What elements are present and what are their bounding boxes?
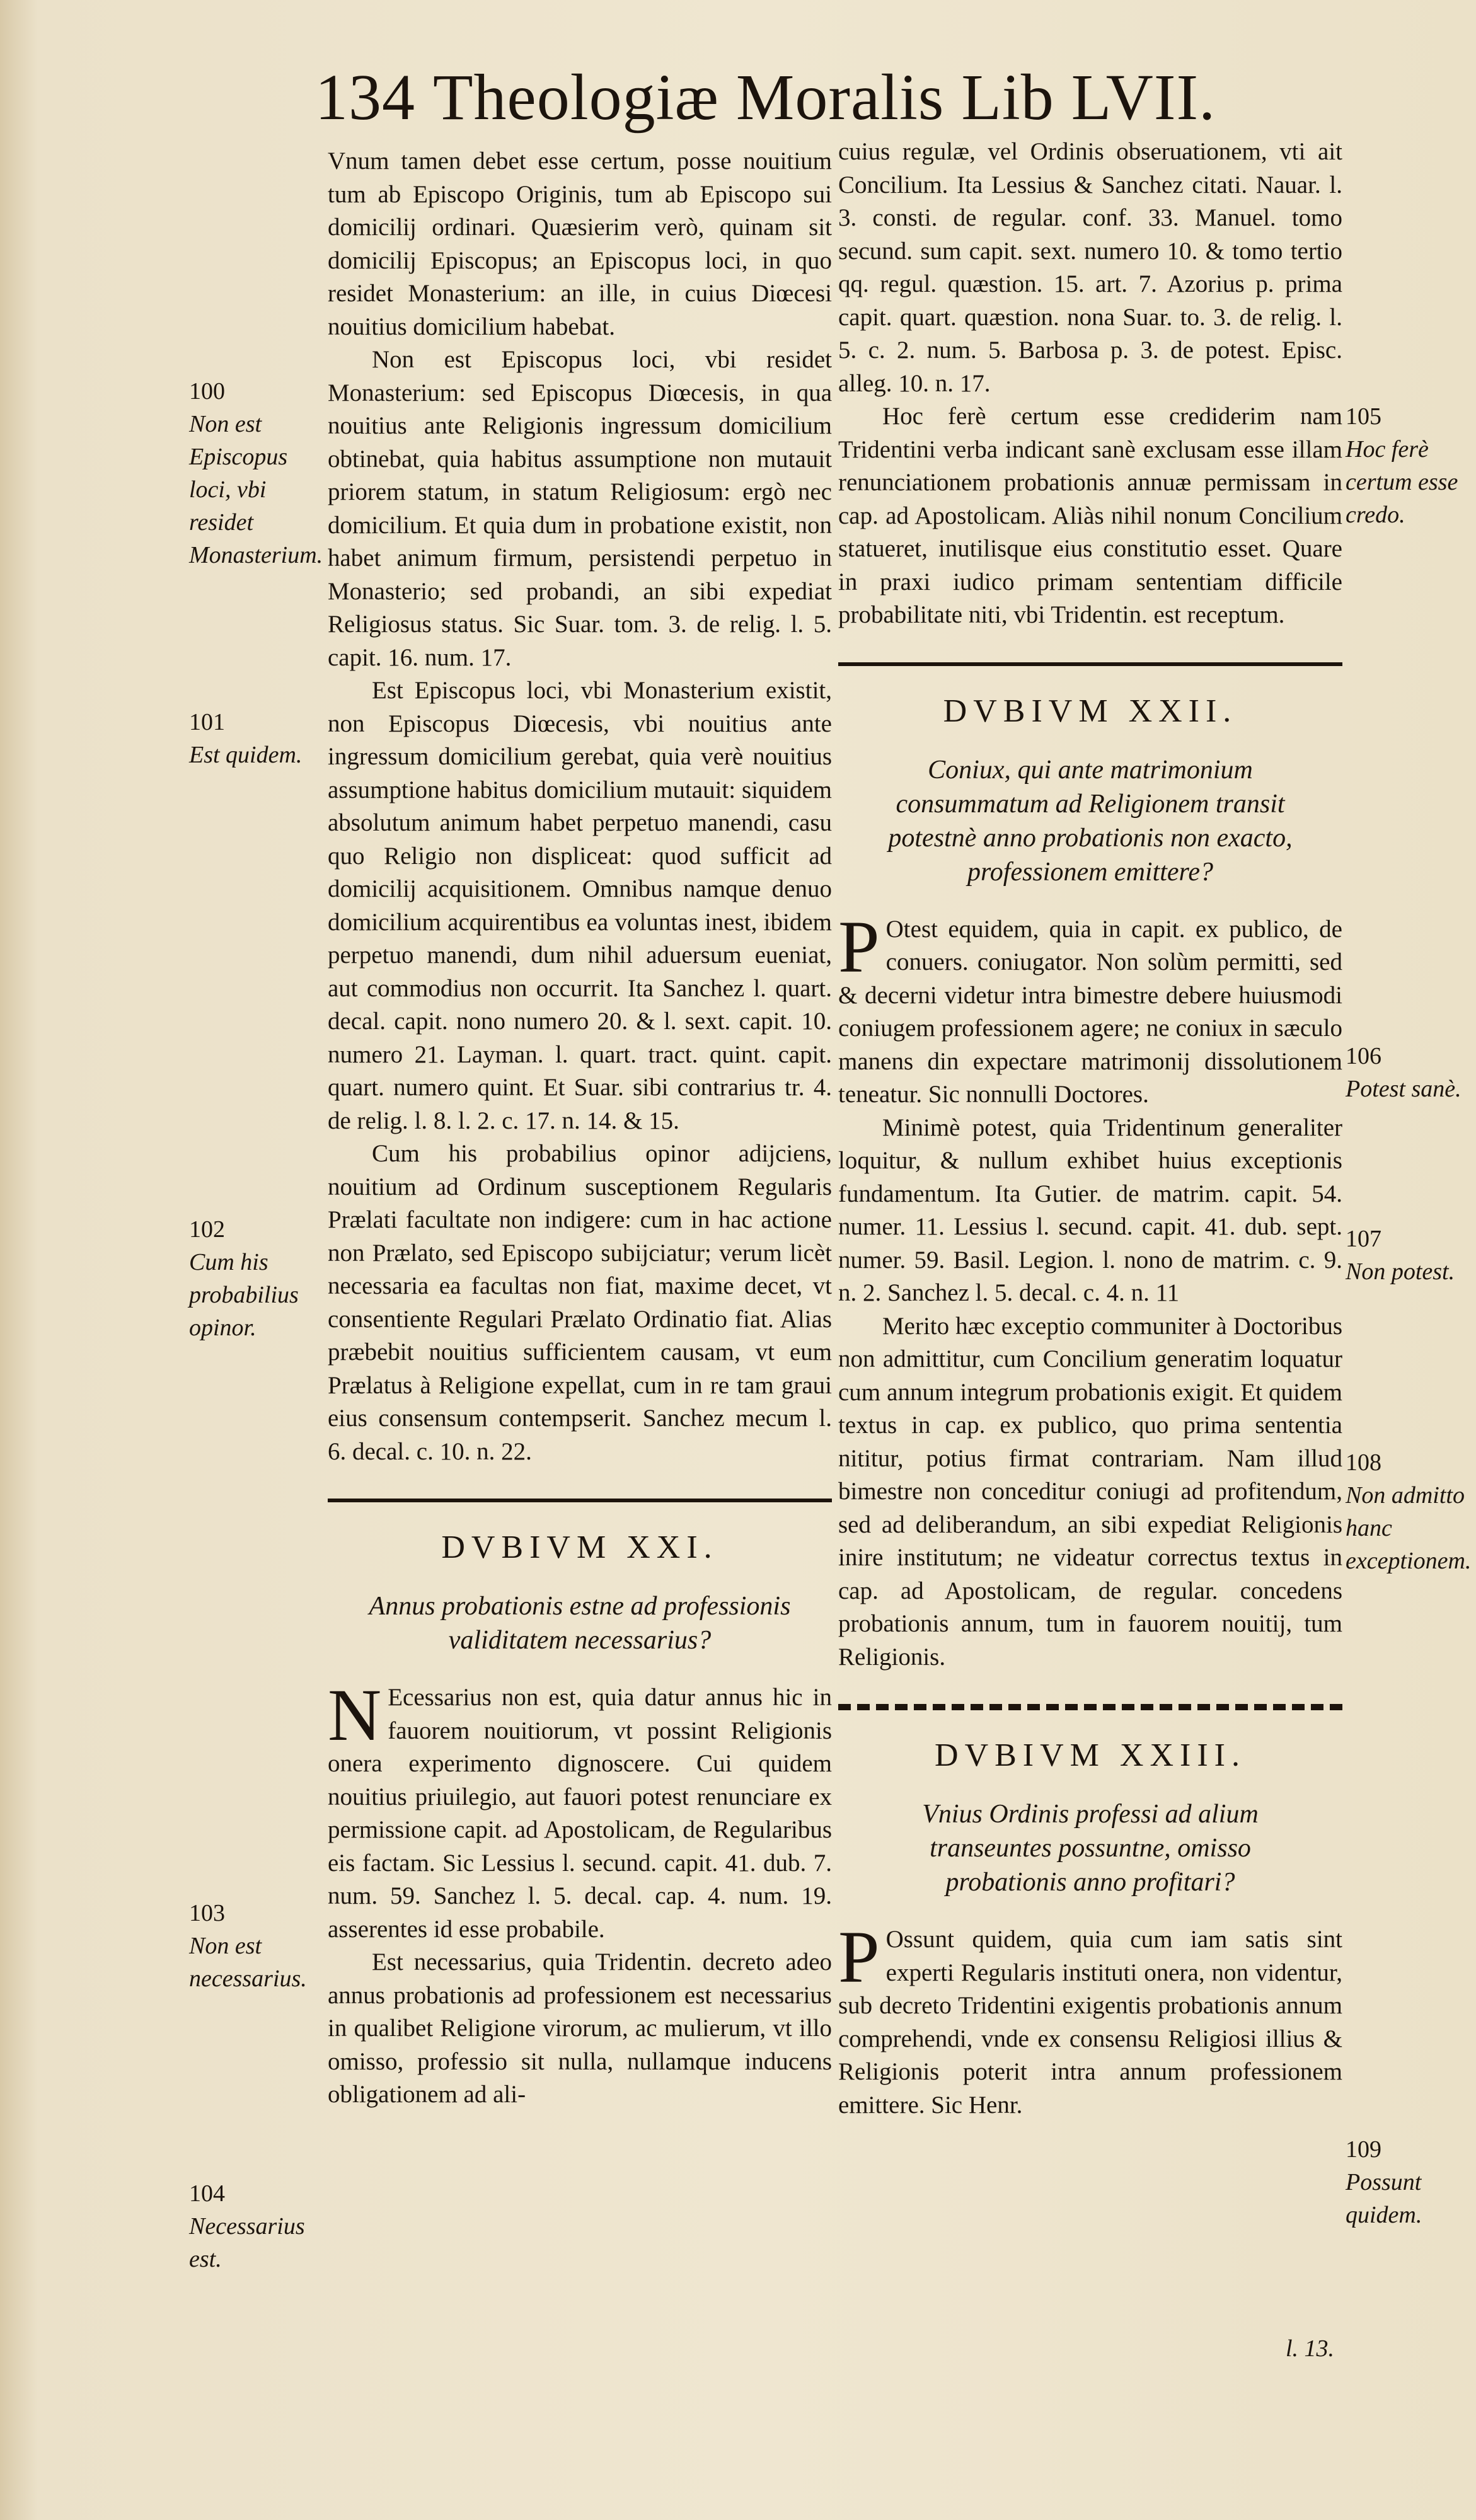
marginal-note-109: 109 Possunt quidem. — [1346, 2136, 1422, 2228]
paragraph: Est Episcopus loci, vbi Monasterium existit, non Episcopus Diœcesis, vbi nouitius ante ingressum domicilium gerebat, quia verè nouitius assumptione habitus domicilium mutauit: siquidem absolutum animum habet perpetuo manendi, casu quo Religio non displiceat: quod sufficit ad domicilij acquisitionem. Omnibus namque denuo domicilium acquirentibus ea voluntas inest, ibidem perpetuo manendi, dum nihil aduersum eueniat, aut commodius non occurrit. Ita Sanchez l. quart. decal. capit. nono numero 20. & l. sext. capit. 10. numero 21. Layman. l. quart. tract. quint. capit. quart. numero quint. Et Suar. sibi contrarius tr. 4. de relig. l. 8. l. 2. c. 17. n. 14. & 15. — [328, 677, 832, 1134]
paragraph: Minimè potest, quia Tridentinum generaliter loquitur, & nullum exhibet huius exceptionis fundamentum. Ita Gutier. de matrim. capit. 54. numer. 11. Lessius l. secund. capit. 41. dub. sept. numer. 59. Basil. Legion. l. nono de matrim. c. 9. n. 2. Sanchez l. 5. decal. c. 4. n. 11 — [838, 1113, 1342, 1306]
right-column — [838, 135, 1342, 2122]
running-title: Theologiæ Moralis Lib LVII. — [433, 61, 1216, 134]
section-heading: DVBIVM XXII. — [943, 693, 1238, 729]
section-divider — [328, 1499, 832, 1502]
paragraph: Merito hæc exceptio communiter à Doctoribus non admittitur, cum Concilium generatim loquatur cum annum integrum probationis exigit. Et quidem textus in cap. ex publico, quo prima sententia nititur, potius firmat contrariam. Nam illud bimestre non conceditur coniugi ad profitendum, sed ad deliberandum, an sibi expediat Religionis inire institutum; ne videatur correctus textus in cap. ad Apostolicam, de regular. concedens probationis annum, tum in fauorem nouitij, tum Religionis. — [838, 1312, 1342, 1671]
paragraph: N Ecessarius non est, quia datur annus hic in fauorem nouitiorum, vt possint Religionis onera experimento dignoscere. Cui quidem nouitius priuilegio, aut fauori potest renunciare ex permissione capit. ad Apostolicam, de Regularibus eis factam. Sic Lessius l. secund. capit. 41. dub. 7. num. 59. Sanchez l. 5. decal. cap. 4. num. 19. asserentes id esse probabile. — [328, 1674, 832, 1943]
marginal-note-103: 103 Non est necessarius. — [189, 1900, 307, 1992]
paragraph: P Otest equidem, quia in capit. ex publico, de conuers. coniugator. Non solùm permitti, sed & decerni videtur intra bimestre debere huiusmodi coniugem professionem agere; ne coniux in sæculo manens din expectare matrimonij dissolutionem teneatur. Sic nonnulli Doctores. — [838, 905, 1342, 1108]
drop-cap: P — [838, 1916, 880, 1998]
marginal-note-104: 104 Necessarius est. — [189, 2180, 305, 2272]
marginal-note-107: 107 Non potest. — [1346, 1226, 1455, 1285]
section-question: Vnius Ordinis professi ad alium transeuntes possuntne, omisso probationis anno profitari? — [922, 1800, 1259, 1897]
marginal-note-105: 105 Hoc ferè certum esse credo. — [1346, 403, 1458, 528]
paragraph: Non est Episcopus loci, vbi residet Monasterium: sed Episcopus Diœcesis, in qua nouitius ante Religionis ingressum domicilium obtinebat, quia habitus assumptione non mutauit priorem statum, in statum Religiosum: ergò nec domicilium. Et quia dum in probatione existit, non habet animum firmum, persistendi perpetuo in Monasterio; sed probandi, an sibi expediat Religiosus status. Sic Suar. tom. 3. de relig. l. 5. capit. 16. num. 17. — [328, 346, 832, 671]
marginal-note-100: 100 Non est Episcopus loci, vbi residet Monasterium. — [189, 378, 323, 568]
section-heading: DVBIVM XXIII. — [935, 1737, 1246, 1773]
ornamental-divider — [838, 1704, 1342, 1710]
marginal-note-101: 101 Est quidem. — [189, 709, 303, 768]
catchword: l. 13. — [1286, 2335, 1335, 2362]
paragraph: Hoc ferè certum esse crediderim nam Tridentini verba indicant sanè exclusam esse illam renunciationem probationis annuæ permissam in cap. ad Apostolicam. Aliàs nihil nonum Concilium statueret, inutilisque eius constitutio esset. Quare in praxi iudico primam sententiam difficile probabilitate niti, vbi Tridentin. est receptum. — [838, 403, 1342, 628]
drop-cap: N — [328, 1674, 382, 1756]
running-header — [315, 60, 1323, 135]
marginal-note-106: 106 Potest sanè. — [1346, 1043, 1462, 1102]
left-column — [328, 145, 832, 2112]
paragraph: cuius regulæ, vel Ordinis obseruationem, vti ait Concilium. Ita Lessius & Sanchez citati. Nauar. l. 3. consti. de regular. conf. 33. Manuel. tomo secund. sum capit. sext. numero 10. & tomo tertio qq. regul. quæstion. 15. art. 7. Azorius p. prima capit. quart. quæstion. nona Suar. to. 3. de relig. l. 5. c. 2. num. 5. Barbosa p. 3. de potest. Episc. alleg. 10. n. 17. — [838, 138, 1342, 397]
marginal-note-108: 108 Non admitto hanc exceptionem. — [1346, 1449, 1472, 1574]
section-question: Coniux, qui ante matrimonium consummatum ad Religionem transit potestnè anno probationis non exacto, professionem emittere? — [888, 755, 1293, 887]
paragraph: Vnum tamen debet esse certum, posse nouitium tum ab Episcopo Originis, tum ab Episcopo sui domicilij ordinari. Quæsierim verò, quinam sit domicilij Episcopus; an Episcopus loci, in quo residet Monasterium: an ille, in cuius Diœcesi nouitius domicilium habebat. — [328, 147, 832, 340]
page-number: 134 — [315, 61, 415, 134]
section-question: Annus probationis estne ad professionis validitatem necessarius? — [369, 1592, 791, 1655]
section-heading: DVBIVM XXI. — [441, 1529, 718, 1565]
drop-cap: P — [838, 905, 880, 988]
paragraph: Cum his probabilius opinor adijciens, nouitium ad Ordinum susceptionem Regularis Prælati facultate non indigere: cum in hac actione non Prælato, sed Episcopo subijciatur; verum licèt necessaria ea facultas non fiat, maxime decet, vt consentiente Regulari Prælato Ordinatio fiat. Alias præbebit nouitius sufficientem causam, vt eum Prælatus à Religione expellat, cum in re tam graui eius consensum contempserit. Sanchez mecum l. 6. decal. c. 10. n. 22. — [328, 1140, 832, 1465]
marginal-note-102: 102 Cum his probabilius opinor. — [189, 1216, 299, 1341]
paragraph: P Ossunt quidem, quia cum iam satis sint experti Regularis instituti onera, non videntur, sub decreto Tridentini exigentis probationis annum comprehendi, vnde ex consensu Religiosi illius & Religionis poterit intra annum professionem emittere. Sic Henr. — [838, 1916, 1342, 2119]
paragraph: Est necessarius, quia Tridentin. decreto adeo annus probationis ad professionem est necessarius in qualibet Religione virorum, ac mulierum, vt illo omisso, professio sit nulla, nullamque inducens obligationem ad ali- — [328, 1948, 832, 2108]
section-divider — [838, 662, 1342, 666]
